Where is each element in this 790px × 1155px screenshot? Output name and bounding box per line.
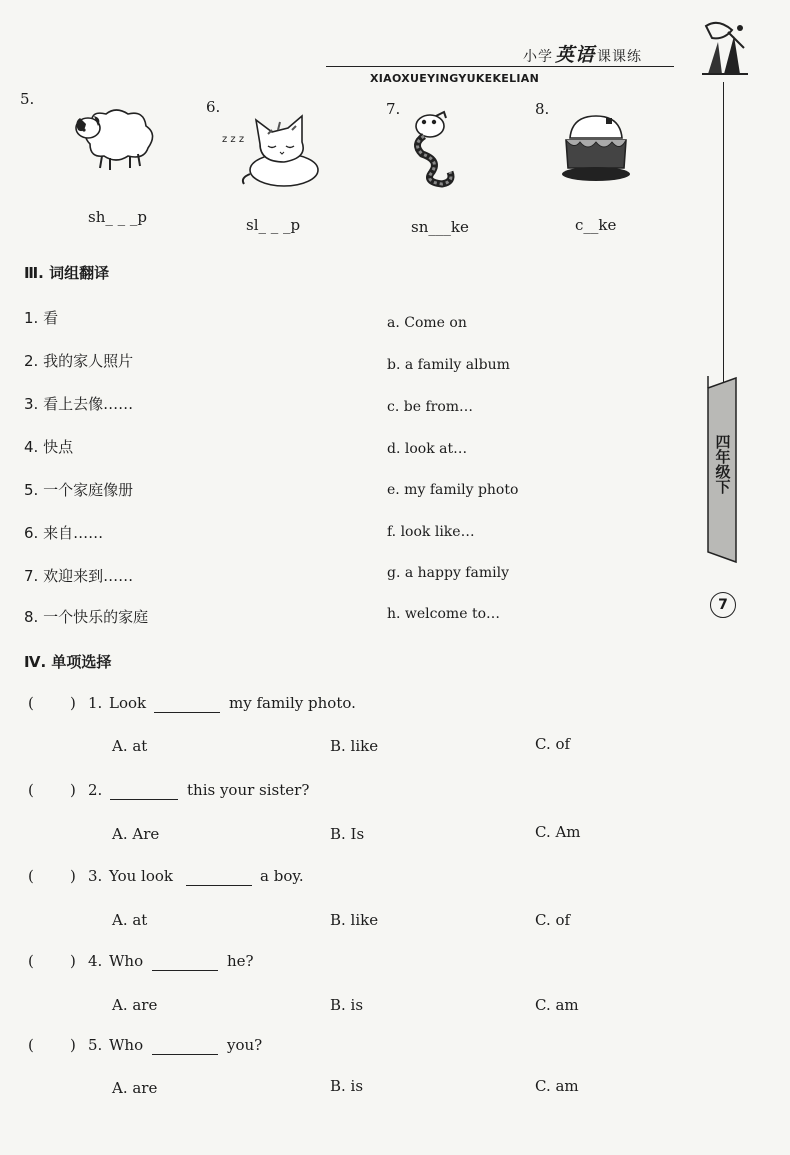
en-phrase: e. my family photo bbox=[387, 482, 519, 498]
cn-phrase: 8. 一个快乐的家庭 bbox=[24, 608, 149, 626]
picture-number: 6. bbox=[206, 98, 221, 116]
snake-icon bbox=[406, 110, 460, 190]
option-c[interactable]: C. am bbox=[535, 1077, 579, 1095]
header-title-pre: 小学 bbox=[522, 49, 553, 65]
page-number: 7 bbox=[710, 592, 736, 618]
en-phrase: g. a happy family bbox=[387, 565, 509, 581]
question-number: 5. bbox=[88, 1036, 103, 1054]
cn-phrase: 1. 看 bbox=[24, 309, 59, 327]
option-a[interactable]: A. are bbox=[112, 996, 158, 1014]
answer-paren-close: ) bbox=[70, 694, 76, 712]
cn-phrase: 3. 看上去像…… bbox=[24, 395, 134, 413]
en-phrase: a. Come on bbox=[387, 315, 467, 331]
answer-paren-open: ( bbox=[28, 952, 34, 970]
option-b[interactable]: B. like bbox=[330, 737, 379, 755]
option-a[interactable]: A. Are bbox=[112, 825, 160, 843]
question-text-after: this your sister? bbox=[187, 781, 310, 799]
option-c[interactable]: C. am bbox=[535, 996, 579, 1014]
picture-word: sl_ _ _p bbox=[246, 216, 301, 234]
answer-paren-open: ( bbox=[28, 867, 34, 885]
answer-paren-close: ) bbox=[70, 781, 76, 799]
answer-blank[interactable] bbox=[186, 885, 252, 886]
answer-paren-close: ) bbox=[70, 952, 76, 970]
header-title-big: 英语 bbox=[554, 44, 595, 66]
sleeping-cat-icon bbox=[222, 108, 326, 192]
cn-phrase: 5. 一个家庭像册 bbox=[24, 481, 134, 499]
answer-blank[interactable] bbox=[110, 799, 178, 800]
sheep-icon bbox=[72, 104, 160, 172]
en-phrase: f. look like… bbox=[387, 524, 475, 540]
question-number: 3. bbox=[88, 867, 103, 885]
grade-text: 四年级下 bbox=[713, 434, 732, 494]
picture-word: c__ke bbox=[575, 216, 617, 234]
section4-title: Ⅳ. 单项选择 bbox=[24, 653, 112, 671]
picture-number: 5. bbox=[20, 90, 35, 108]
option-c[interactable]: C. of bbox=[535, 735, 571, 753]
en-phrase: d. look at… bbox=[387, 441, 468, 457]
answer-blank[interactable] bbox=[152, 970, 218, 971]
option-c[interactable]: C. Am bbox=[535, 823, 581, 841]
question-text-after: a boy. bbox=[260, 867, 304, 885]
question-text-before: Look bbox=[109, 694, 147, 712]
question-text-after: my family photo. bbox=[229, 694, 356, 712]
answer-paren-close: ) bbox=[70, 867, 76, 885]
grade-label bbox=[708, 434, 736, 494]
question-number: 4. bbox=[88, 952, 103, 970]
question-text-before: You look bbox=[109, 867, 174, 885]
en-phrase: c. be from… bbox=[387, 399, 474, 415]
answer-blank[interactable] bbox=[154, 712, 220, 713]
answer-paren-open: ( bbox=[28, 781, 34, 799]
section3-title: Ⅲ. 词组翻译 bbox=[24, 264, 110, 282]
picture-number: 7. bbox=[386, 100, 401, 118]
answer-paren-open: ( bbox=[28, 694, 34, 712]
option-a[interactable]: A. are bbox=[112, 1079, 158, 1097]
option-a[interactable]: A. at bbox=[112, 911, 148, 929]
option-b[interactable]: B. is bbox=[330, 1077, 364, 1095]
svg-text:z z z: z z z bbox=[222, 134, 245, 145]
question-text-after: you? bbox=[227, 1036, 263, 1054]
header-rule bbox=[326, 66, 674, 67]
answer-paren-open: ( bbox=[28, 1036, 34, 1054]
cn-phrase: 4. 快点 bbox=[24, 438, 74, 456]
picture-word: sh_ _ _p bbox=[88, 208, 147, 226]
question-number: 2. bbox=[88, 781, 103, 799]
option-c[interactable]: C. of bbox=[535, 911, 571, 929]
cn-phrase: 7. 欢迎来到…… bbox=[24, 567, 134, 585]
picture-number: 8. bbox=[535, 100, 550, 118]
picture-word: sn___ke bbox=[411, 218, 469, 236]
option-b[interactable]: B. Is bbox=[330, 825, 365, 843]
answer-blank[interactable] bbox=[152, 1054, 218, 1055]
en-phrase: h. welcome to… bbox=[387, 606, 500, 622]
cake-icon bbox=[558, 110, 634, 186]
question-text-before: Who bbox=[109, 952, 144, 970]
option-b[interactable]: B. like bbox=[330, 911, 379, 929]
question-number: 1. bbox=[88, 694, 103, 712]
en-phrase: b. a family album bbox=[387, 357, 510, 373]
cn-phrase: 2. 我的家人照片 bbox=[24, 352, 134, 370]
header-title bbox=[523, 40, 642, 67]
option-b[interactable]: B. is bbox=[330, 996, 364, 1014]
header-title-post: 课课练 bbox=[597, 49, 642, 65]
question-text-before: Who bbox=[109, 1036, 144, 1054]
side-rule bbox=[723, 82, 724, 382]
header-pinyin: XIAOXUEYINGYUKEKELIAN bbox=[370, 72, 540, 85]
answer-paren-close: ) bbox=[70, 1036, 76, 1054]
question-text-after: he? bbox=[227, 952, 254, 970]
option-a[interactable]: A. at bbox=[112, 737, 148, 755]
cn-phrase: 6. 来自…… bbox=[24, 524, 104, 542]
book-logo-icon bbox=[688, 14, 760, 84]
